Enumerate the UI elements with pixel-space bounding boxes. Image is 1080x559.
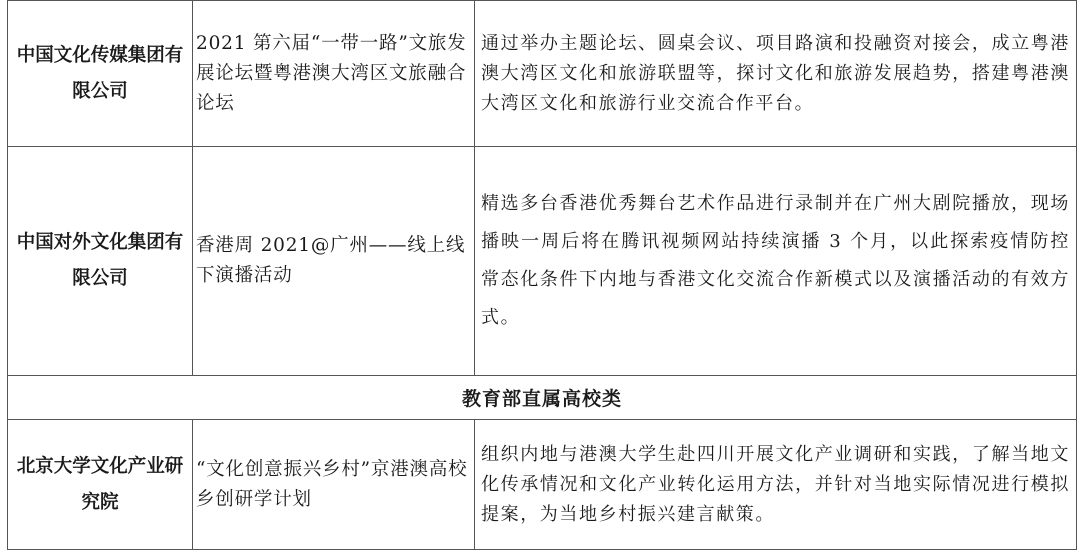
- description-cell: 通过举办主题论坛、圆桌会议、项目路演和投融资对接会，成立粤港澳大湾区文化和旅游联盟等，探讨文化和旅游发展趋势，搭建粤港澳大湾区文化和旅游行业交流合作平台。: [475, 1, 1077, 147]
- project-cell: 香港周 2021@广州——线上线下演播活动: [193, 147, 475, 376]
- org-cell: 北京大学文化产业研究院: [8, 420, 193, 550]
- org-cell: 中国文化传媒集团有限公司: [8, 1, 193, 147]
- projects-table: [7, 0, 1077, 550]
- table-row: [8, 1, 1077, 147]
- project-cell: “文化创意振兴乡村”京港澳高校乡创研学计划: [193, 420, 475, 550]
- table-row: [8, 147, 1077, 376]
- description-cell: 精选多台香港优秀舞台艺术作品进行录制并在广州大剧院播放，现场播映一周后将在腾讯视频网站持续演播 3 个月，以此探索疫情防控常态化条件下内地与香港文化交流合作新模式以及演播活动的有效方式。: [475, 147, 1077, 376]
- section-header-row: [8, 376, 1077, 420]
- description-cell: 组织内地与港澳大学生赴四川开展文化产业调研和实践，了解当地文化传承情况和文化产业转化运用方法，并针对当地实际情况进行模拟提案，为当地乡村振兴建言献策。: [475, 420, 1077, 550]
- project-cell: 2021 第六届“一带一路”文旅发展论坛暨粤港澳大湾区文旅融合论坛: [193, 1, 475, 147]
- org-cell: 中国对外文化集团有限公司: [8, 147, 193, 376]
- section-header: 教育部直属高校类: [8, 376, 1077, 420]
- table-row: [8, 420, 1077, 550]
